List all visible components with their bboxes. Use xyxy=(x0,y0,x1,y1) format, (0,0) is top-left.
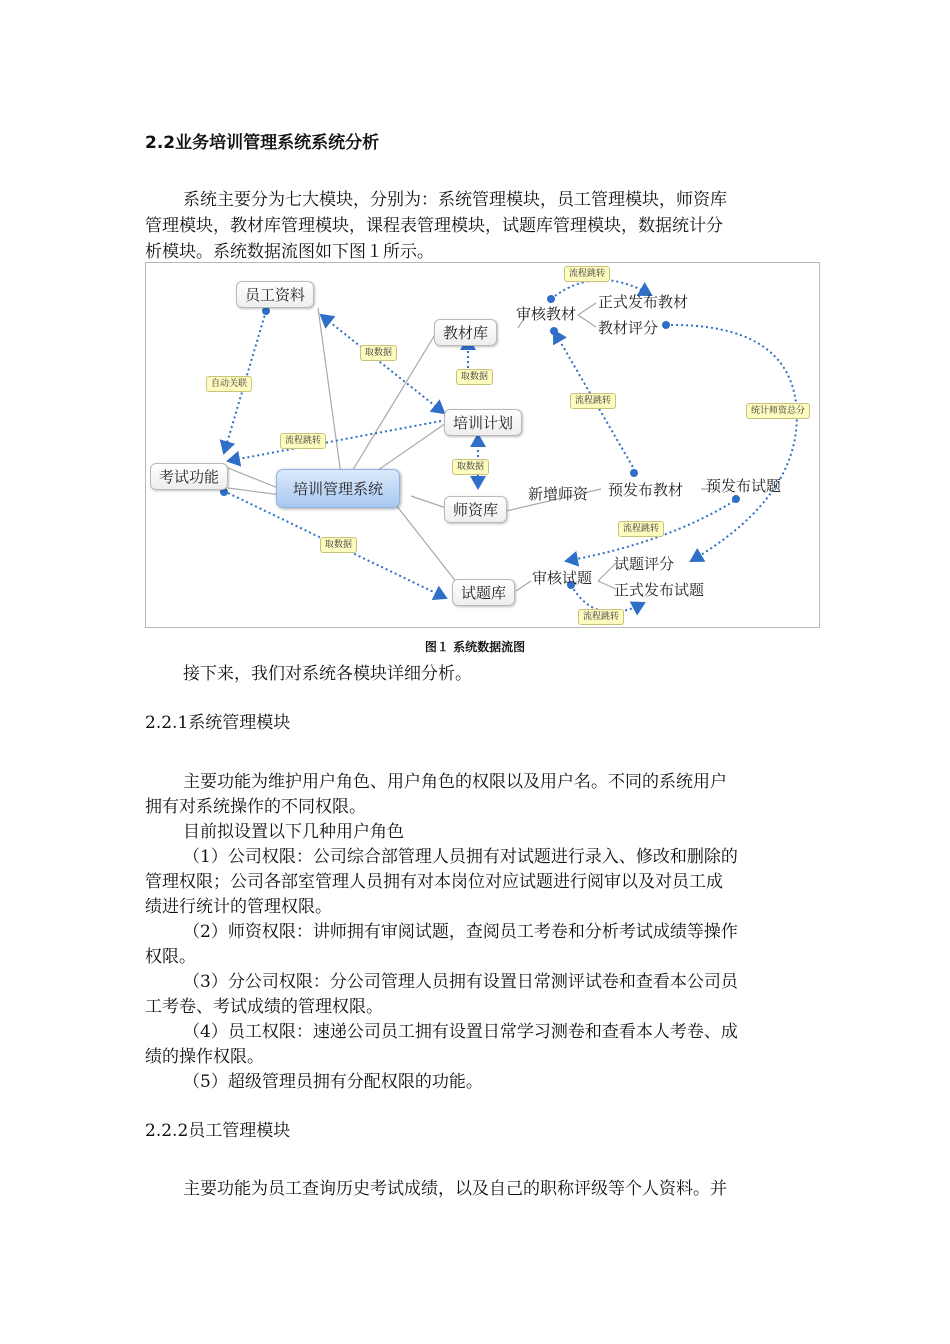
subsection-1-title: 2.2.1系统管理模块 xyxy=(145,713,291,733)
sub1-item4-line-2: 绩的操作权限。 xyxy=(145,1047,264,1067)
node-review-textbook: 审核教材 xyxy=(516,305,577,323)
sub1-item1-line-2: 管理权限；公司各部室管理人员拥有对本岗位对应试题进行阅审以及对员工成 xyxy=(145,872,723,892)
sub1-item3-line-1: （3）分公司权限：分公司管理人员拥有设置日常测评试卷和查看本公司员 xyxy=(183,972,738,992)
intro-line-1: 系统主要分为七大模块，分别为：系统管理模块，员工管理模块，师资库 xyxy=(183,190,727,210)
node-publish-questions: 正式发布试题 xyxy=(614,581,705,599)
sub1-item1-line-3: 绩进行统计的管理权限。 xyxy=(145,897,332,917)
data-flow-diagram xyxy=(145,262,820,628)
node-question-rating: 试题评分 xyxy=(614,555,675,573)
node-prepublish-textbook: 预发布教材 xyxy=(608,481,684,499)
sub1-item2-line-2: 权限。 xyxy=(145,947,196,967)
sub1-item1-line-1: （1）公司权限：公司综合部管理人员拥有对试题进行录入、修改和删除的 xyxy=(183,847,738,867)
sub1-item3-line-2: 工考卷、考试成绩的管理权限。 xyxy=(145,997,383,1017)
node-training-plan: 培训计划 xyxy=(444,409,522,436)
figure-caption: 图１ 系统数据流图 xyxy=(424,640,526,654)
tag-fetch-data-2: 取数据 xyxy=(456,369,493,385)
section-title: 2.2业务培训管理系统系统分析 xyxy=(145,133,380,153)
tag-fetch-data-4: 取数据 xyxy=(320,537,357,553)
tag-flow-jump-3: 流程跳转 xyxy=(570,393,616,409)
tag-flow-jump-1: 流程跳转 xyxy=(280,433,326,449)
node-new-teacher: 新增师资 xyxy=(528,485,589,503)
sub1-p1-line-1: 主要功能为维护用户角色、用户角色的权限以及用户名。不同的系统用户 xyxy=(183,772,727,792)
tag-auto-link: 自动关联 xyxy=(206,376,252,392)
node-textbook-rating: 教材评分 xyxy=(598,319,659,337)
node-textbook-lib: 教材库 xyxy=(434,319,497,346)
subsection-2-title: 2.2.2员工管理模块 xyxy=(145,1121,291,1141)
tag-flow-jump-2: 流程跳转 xyxy=(564,266,610,282)
sub1-p1-line-2: 拥有对系统操作的不同权限。 xyxy=(145,797,366,817)
diagram-connectors xyxy=(146,263,820,628)
sub1-item5: （5）超级管理员拥有分配权限的功能。 xyxy=(183,1072,483,1092)
node-staff-profile: 员工资料 xyxy=(236,281,314,308)
node-prepublish-questions: 预发布试题 xyxy=(706,477,782,495)
tag-flow-jump-4: 流程跳转 xyxy=(618,521,664,537)
sub2-p1-line-1: 主要功能为员工查询历史考试成绩，以及自己的职称评级等个人资料。并 xyxy=(183,1179,727,1199)
sub1-item2-line-1: （2）师资权限：讲师拥有审阅试题，查阅员工考卷和分析考试成绩等操作 xyxy=(183,922,738,942)
node-teacher-lib: 师资库 xyxy=(444,496,507,523)
node-review-questions: 审核试题 xyxy=(532,569,593,587)
node-question-lib: 试题库 xyxy=(452,579,515,606)
tag-fetch-data-1: 取数据 xyxy=(360,345,397,361)
tag-fetch-data-3: 取数据 xyxy=(452,459,489,475)
intro-line-3: 析模块。系统数据流图如下图１所示。 xyxy=(145,242,434,262)
sub1-p2: 目前拟设置以下几种用户角色 xyxy=(183,822,404,842)
node-exam: 考试功能 xyxy=(150,463,228,490)
tag-stats: 统计师资总分 xyxy=(746,403,810,419)
tag-flow-jump-5: 流程跳转 xyxy=(578,609,624,625)
node-center: 培训管理系统 xyxy=(276,469,400,508)
node-publish-textbook: 正式发布教材 xyxy=(598,293,689,311)
sub1-item4-line-1: （4）员工权限：速递公司员工拥有设置日常学习测卷和查看本人考卷、成 xyxy=(183,1022,738,1042)
next-paragraph: 接下来，我们对系统各模块详细分析。 xyxy=(183,664,472,684)
intro-line-2: 管理模块，教材库管理模块，课程表管理模块，试题库管理模块，数据统计分 xyxy=(145,216,723,236)
